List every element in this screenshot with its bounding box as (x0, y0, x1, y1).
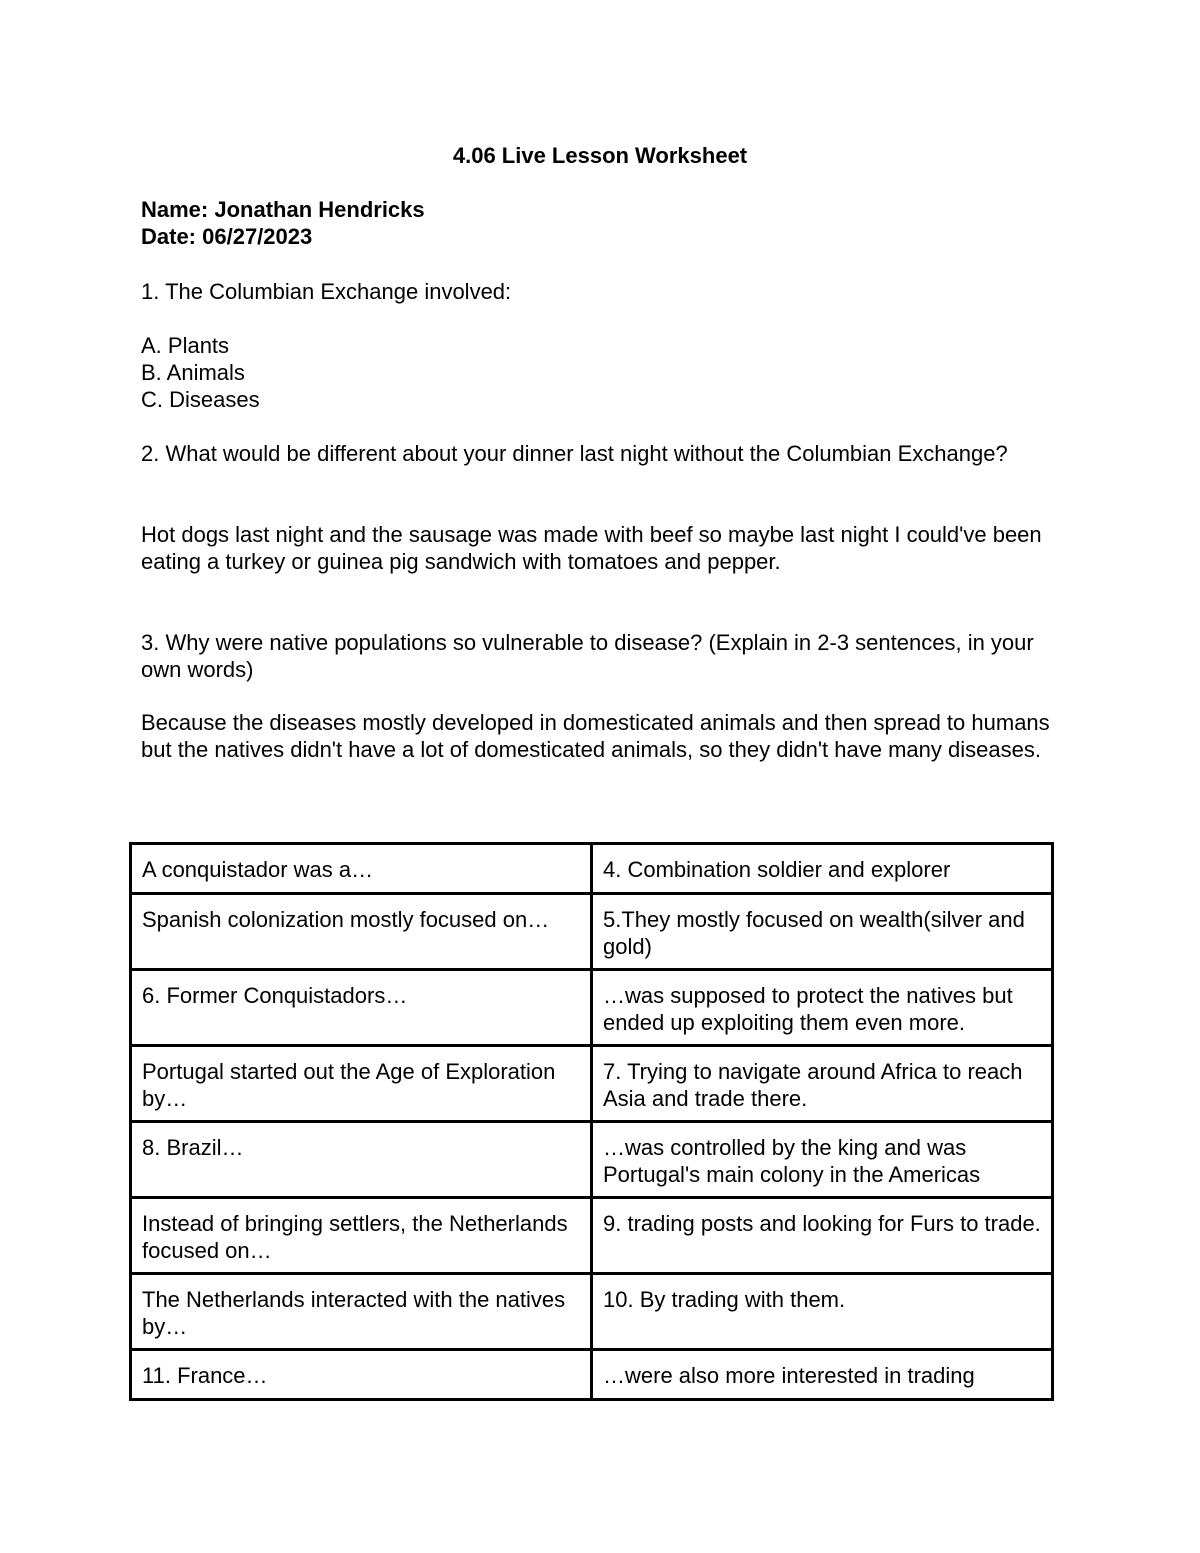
answer-2: Hot dogs last night and the sausage was made with beef so maybe last night I could've been eating a turkey or guinea pig sandwich with tomatoes and pepper. (141, 522, 1042, 574)
prompt-cell: The Netherlands interacted with the natives by… (131, 1274, 592, 1350)
date-line: Date: 06/27/2023 (141, 224, 313, 249)
prompt-cell: Instead of bringing settlers, the Netherlands focused on… (131, 1198, 592, 1274)
table-row (131, 1350, 1053, 1400)
answer-cell: 5.They mostly focused on wealth(silver and gold) (592, 894, 1053, 970)
prompt-cell: 8. Brazil… (131, 1122, 592, 1198)
question-1: 1. The Columbian Exchange involved: (141, 279, 512, 304)
answer-cell: 9. trading posts and looking for Furs to trade. (592, 1198, 1053, 1274)
answer-cell: …were also more interested in trading (592, 1350, 1053, 1400)
prompt-cell: 11. France… (131, 1350, 592, 1400)
answer-cell: 7. Trying to navigate around Africa to reach Asia and trade there. (592, 1046, 1053, 1122)
answer-3: Because the diseases mostly developed in domesticated animals and then spread to humans but the natives didn't have a lot of domesticated animals, so they didn't have many diseases. (141, 710, 1050, 762)
page-title: 4.06 Live Lesson Worksheet (452, 143, 748, 168)
option-a: A. Plants (141, 333, 230, 358)
name-line: Name: Jonathan Hendricks (141, 197, 425, 222)
table-row (131, 1046, 1053, 1122)
table-row (131, 1198, 1053, 1274)
question-3: 3. Why were native populations so vulnerable to disease? (Explain in 2-3 sentences, in your own words) (141, 630, 1034, 682)
answer-cell: 4. Combination soldier and explorer (592, 844, 1053, 894)
table-row (131, 1122, 1053, 1198)
prompt-cell: Portugal started out the Age of Exploration by… (131, 1046, 592, 1122)
table-row (131, 970, 1053, 1046)
table-row (131, 894, 1053, 970)
matching-table (129, 842, 1054, 1401)
answer-cell: …was controlled by the king and was Portugal's main colony in the Americas (592, 1122, 1053, 1198)
answer-cell: 10. By trading with them. (592, 1274, 1053, 1350)
table-row (131, 1274, 1053, 1350)
prompt-cell: A conquistador was a… (131, 844, 592, 894)
prompt-cell: 6. Former Conquistadors… (131, 970, 592, 1046)
prompt-cell: Spanish colonization mostly focused on… (131, 894, 592, 970)
option-c: C. Diseases (141, 387, 260, 412)
question-2: 2. What would be different about your dinner last night without the Columbian Exchange? (141, 441, 1008, 466)
option-b: B. Animals (141, 360, 245, 385)
table-row (131, 844, 1053, 894)
answer-cell: …was supposed to protect the natives but ended up exploiting them even more. (592, 970, 1053, 1046)
